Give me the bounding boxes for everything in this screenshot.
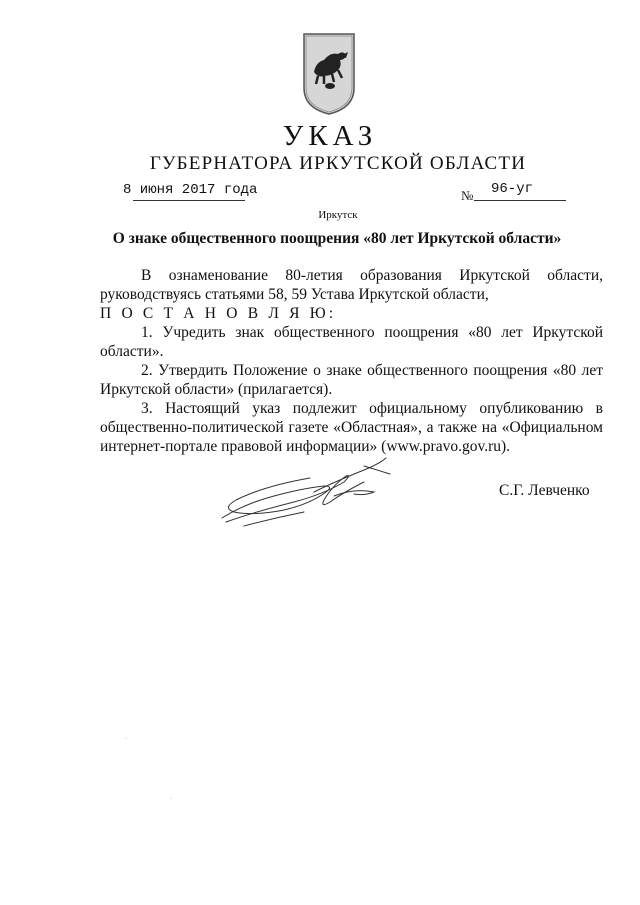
item-2-line-1: 2. Утвердить Положение о знаке общественного поощрения «80 лет: [141, 362, 603, 379]
item-1-line-2: области».: [100, 343, 164, 360]
signer-name: С.Г. Левченко: [499, 482, 590, 499]
decree-word: П О С Т А Н О В Л Я Ю:: [100, 305, 337, 322]
item-3-line-2: общественно-политической газете «Областная», а также на «Официальном: [100, 419, 603, 436]
document-subtitle: ГУБЕРНАТОРА ИРКУТСКОЙ ОБЛАСТИ: [149, 153, 527, 174]
scan-speck: ·: [125, 736, 127, 742]
scan-speck: ·: [170, 796, 172, 802]
coat-of-arms-icon: [302, 32, 356, 116]
handwritten-signature: [214, 452, 404, 532]
item-1-line-1: 1. Учредить знак общественного поощрения «80 лет Иркутской: [141, 324, 603, 341]
document-city: Иркутск: [318, 209, 358, 221]
number-underline: [474, 200, 566, 201]
item-3-line-1: 3. Настоящий указ подлежит официальному опубликованию в: [141, 400, 603, 417]
date-underline: [133, 200, 245, 201]
document-body: [100, 266, 603, 456]
item-3-line-3: интернет-портале правовой информации» (www.pravo.gov.ru).: [100, 438, 511, 455]
document-date: 8 июня 2017 года: [123, 182, 258, 198]
document-heading: О знаке общественного поощрения «80 лет Иркутской области»: [112, 230, 562, 247]
document-number: 96-уг: [491, 181, 534, 197]
number-sign: №: [461, 188, 474, 203]
item-2-line-2: Иркутской области» (прилагается).: [100, 381, 333, 398]
intro-line-2: руководствуясь статьями 58, 59 Устава Иркутской области,: [100, 286, 489, 303]
document-title: УКАЗ: [282, 120, 378, 152]
intro-line-1: В ознаменование 80-летия образования Иркутской области,: [141, 267, 603, 284]
